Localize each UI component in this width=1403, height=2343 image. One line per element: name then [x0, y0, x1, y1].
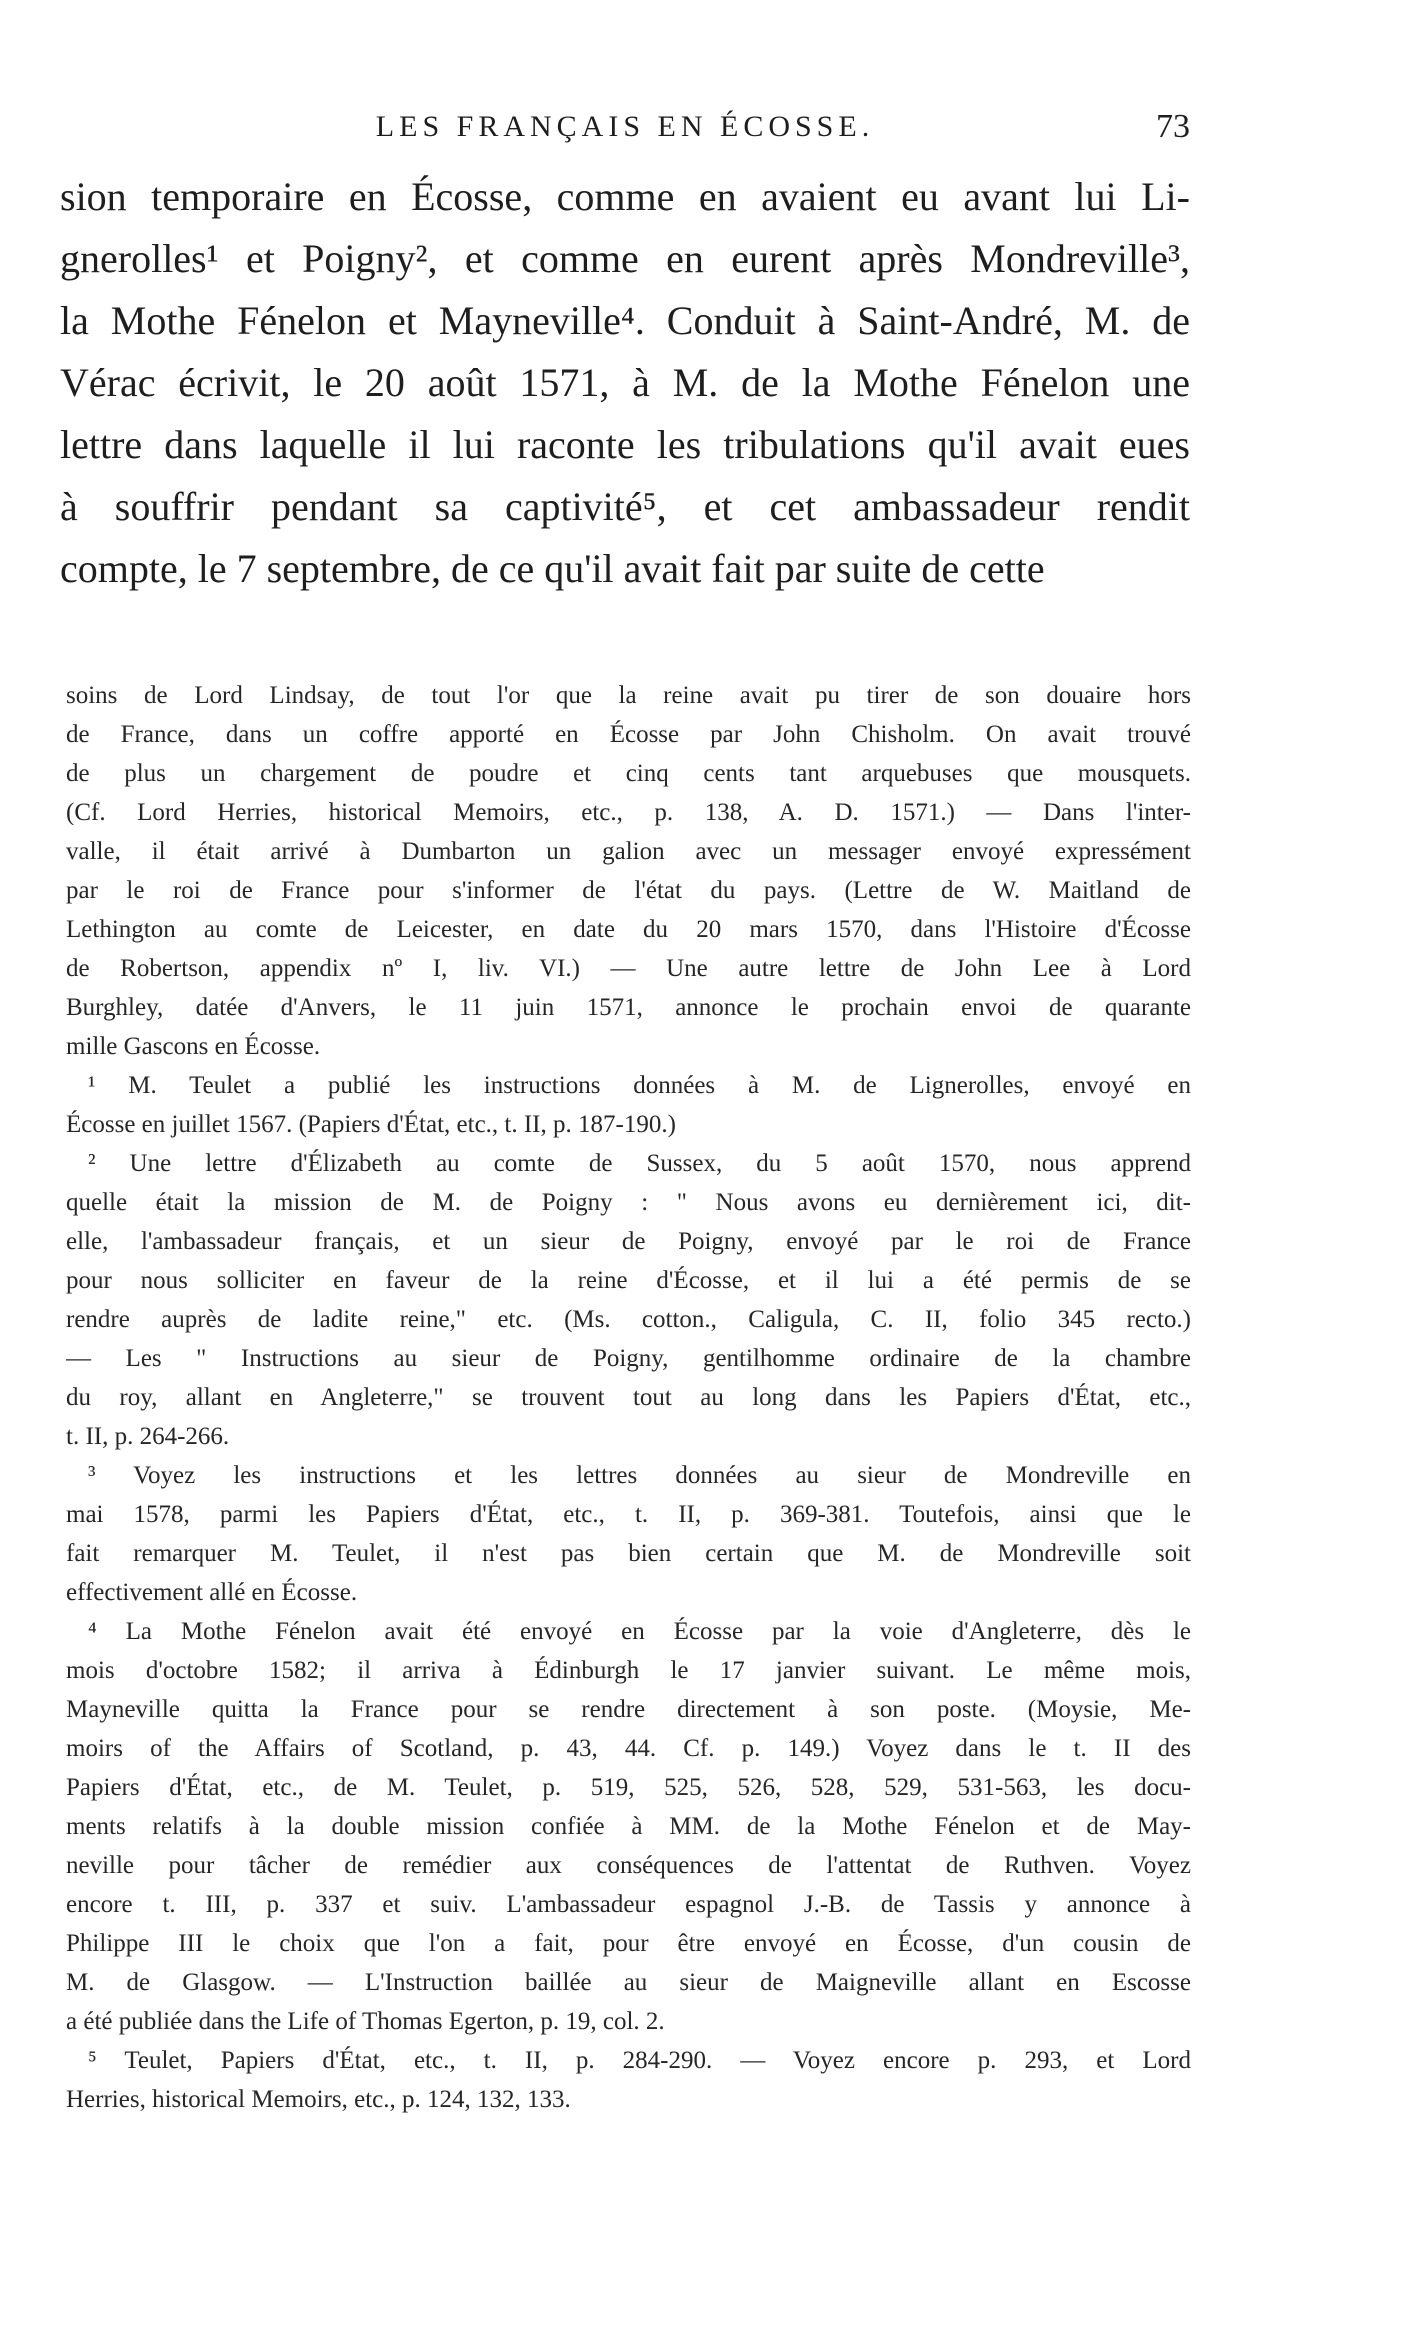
footnote-line: effectivement allé en Écosse.: [66, 1579, 358, 1606]
running-header: [60, 110, 1190, 150]
footnote-line: (Cf. Lord Herries, historical Memoirs, etc., p. 138, A. D. 1571.) — Dans l'inter-: [66, 799, 1191, 826]
footnote-line: de Robertson, appendix nº I, liv. VI.) — Une autre lettre de John Lee à Lord: [66, 955, 1191, 982]
footnote-line: neville pour tâcher de remédier aux conséquences de l'attentat de Ruthven. Voyez: [66, 1852, 1191, 1879]
footnote-line: pour nous solliciter en faveur de la reine d'Écosse, et il lui a été permis de se: [66, 1267, 1191, 1294]
footnote-line: mai 1578, parmi les Papiers d'État, etc., t. II, p. 369-381. Toutefois, ainsi que le: [66, 1501, 1191, 1528]
footnote-line: valle, il était arrivé à Dumbarton un galion avec un messager envoyé expressément: [66, 838, 1191, 865]
footnote-line: Papiers d'État, etc., de M. Teulet, p. 519, 525, 526, 528, 529, 531-563, les docu-: [66, 1774, 1191, 1801]
body-line: compte, le 7 septembre, de ce qu'il avait fait par suite de cette: [60, 546, 1045, 591]
footnote-line: de France, dans un coffre apporté en Écosse par John Chisholm. On avait trouvé: [66, 721, 1191, 748]
footnotes: [66, 676, 1191, 2119]
footnote-line: moirs of the Affairs of Scotland, p. 43, 44. Cf. p. 149.) Voyez dans le t. II des: [66, 1735, 1191, 1762]
footnote-2: ² Une lettre d'Élizabeth au comte de Sussex, du 5 août 1570, nous apprend: [88, 1150, 1191, 1177]
body-line: Vérac écrivit, le 20 août 1571, à M. de la Mothe Fénelon une: [60, 360, 1190, 405]
footnote-line: — Les " Instructions au sieur de Poigny, gentilhomme ordinaire de la chambre: [66, 1345, 1191, 1372]
footnote-line: quelle était la mission de M. de Poigny : " Nous avons eu dernièrement ici, dit-: [66, 1189, 1191, 1216]
footnote-line: rendre auprès de ladite reine," etc. (Ms. cotton., Caligula, C. II, folio 345 recto.): [66, 1306, 1191, 1333]
footnote-4: ⁴ La Mothe Fénelon avait été envoyé en Écosse par la voie d'Angleterre, dès le: [88, 1618, 1191, 1645]
footnote-line: t. II, p. 264-266.: [66, 1423, 230, 1450]
footnote-line: Écosse en juillet 1567. (Papiers d'État, etc., t. II, p. 187-190.): [66, 1111, 676, 1138]
page-number: 73: [1156, 108, 1190, 145]
body-line: sion temporaire en Écosse, comme en avaient eu avant lui Li-: [60, 174, 1190, 219]
footnote-line: Herries, historical Memoirs, etc., p. 124, 132, 133.: [66, 2086, 571, 2113]
footnote-line: Mayneville quitta la France pour se rendre directement à son poste. (Moysie, Me-: [66, 1696, 1191, 1723]
footnote-line: elle, l'ambassadeur français, et un sieur de Poigny, envoyé par le roi de France: [66, 1228, 1191, 1255]
body-line: la Mothe Fénelon et Mayneville⁴. Conduit à Saint-André, M. de: [60, 298, 1190, 343]
footnote-line: par le roi de France pour s'informer de l'état du pays. (Lettre de W. Maitland de: [66, 877, 1191, 904]
footnote-line: Lethington au comte de Leicester, en date du 20 mars 1570, dans l'Histoire d'Écosse: [66, 916, 1191, 943]
footnote-line: fait remarquer M. Teulet, il n'est pas bien certain que M. de Mondreville soit: [66, 1540, 1191, 1567]
body-line: lettre dans laquelle il lui raconte les tribulations qu'il avait eues: [60, 422, 1190, 467]
footnote-line: ments relatifs à la double mission confiée à MM. de la Mothe Fénelon et de May-: [66, 1813, 1191, 1840]
main-text: [60, 166, 1190, 600]
footnote-line: de plus un chargement de poudre et cinq cents tant arquebuses que mousquets.: [66, 760, 1191, 787]
footnote-line: a été publiée dans the Life of Thomas Egerton, p. 19, col. 2.: [66, 2008, 665, 2035]
footnote-line: Philippe III le choix que l'on a fait, pour être envoyé en Écosse, d'un cousin de: [66, 1930, 1191, 1957]
footnote-line: du roy, allant en Angleterre," se trouvent tout au long dans les Papiers d'État, etc.,: [66, 1384, 1191, 1411]
running-title: LES FRANÇAIS EN ÉCOSSE.: [375, 110, 875, 143]
footnote-line: mille Gascons en Écosse.: [66, 1033, 321, 1060]
footnote-line: encore t. III, p. 337 et suiv. L'ambassadeur espagnol J.-B. de Tassis y annonce à: [66, 1891, 1191, 1918]
body-line: gnerolles¹ et Poigny², et comme en eurent après Mondreville³,: [60, 236, 1190, 281]
footnote-line: M. de Glasgow. — L'Instruction baillée au sieur de Maigneville allant en Escosse: [66, 1969, 1191, 1996]
body-line: à souffrir pendant sa captivité⁵, et cet ambassadeur rendit: [60, 484, 1190, 529]
footnote-1: ¹ M. Teulet a publié les instructions données à M. de Lignerolles, envoyé en: [88, 1072, 1191, 1099]
footnote-5: ⁵ Teulet, Papiers d'État, etc., t. II, p. 284-290. — Voyez encore p. 293, et Lord: [88, 2047, 1191, 2074]
footnote-line: soins de Lord Lindsay, de tout l'or que la reine avait pu tirer de son douaire hors: [66, 682, 1191, 709]
footnote-line: Burghley, datée d'Anvers, le 11 juin 1571, annonce le prochain envoi de quarante: [66, 994, 1191, 1021]
footnote-3: ³ Voyez les instructions et les lettres données au sieur de Mondreville en: [88, 1462, 1191, 1489]
footnote-line: mois d'octobre 1582; il arriva à Édinburgh le 17 janvier suivant. Le même mois,: [66, 1657, 1191, 1684]
